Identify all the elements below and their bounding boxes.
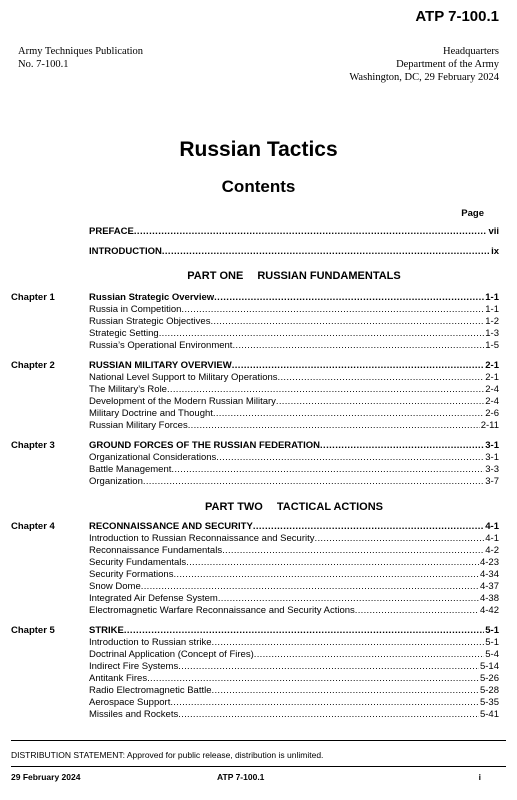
toc-entry-label: Indirect Fire Systems: [89, 661, 179, 672]
toc-entry-page: 4-1: [485, 521, 499, 532]
part-number: PART TWO: [205, 501, 263, 513]
toc-entry-label: Russia’s Operational Environment: [89, 340, 233, 351]
part-name: TACTICAL ACTIONS: [276, 501, 383, 513]
toc-entry-page: 1-3: [485, 328, 499, 339]
toc-chapter-5[interactable]: [89, 625, 499, 637]
toc-entry[interactable]: [89, 328, 499, 340]
toc-entry-label: Radio Electromagnetic Battle: [89, 685, 212, 696]
toc-entry-page: 1-5: [485, 340, 499, 351]
toc-entry[interactable]: [89, 605, 499, 617]
toc-entry-page: 5-28: [479, 685, 499, 696]
toc-chapter-1[interactable]: [89, 292, 499, 304]
divider: [11, 740, 506, 741]
toc-entry-page: 3-1: [485, 440, 499, 451]
footer-date: 29 February 2024: [11, 772, 81, 782]
toc-entry[interactable]: [89, 649, 499, 661]
toc-entry[interactable]: [89, 545, 499, 557]
toc-entry-label: Strategic Setting: [89, 328, 159, 339]
page-column-heading: Page: [461, 208, 484, 219]
toc-entry-page: 4-23: [479, 557, 499, 568]
toc-entry-page: 2-11: [480, 420, 499, 431]
toc-entry[interactable]: [89, 709, 499, 721]
toc-entry-introduction[interactable]: [89, 246, 499, 258]
toc-entry-label: Russian Military Forces: [89, 420, 188, 431]
toc-entry[interactable]: [89, 408, 499, 420]
toc-entry[interactable]: [89, 569, 499, 581]
toc-entry-page: 5-35: [479, 697, 499, 708]
toc-entry-page: 2-1: [485, 372, 499, 383]
distribution-statement: DISTRIBUTION STATEMENT: Approved for public release, distribution is unlimited.: [11, 750, 324, 760]
issuer-headquarters: Headquarters: [443, 46, 499, 57]
toc-entry-label: Snow Dome: [89, 581, 141, 592]
toc-entry-page: 1-1: [485, 292, 499, 303]
toc-entry-label: Russia in Competition: [89, 304, 182, 315]
toc-entry-label: Missiles and Rockets: [89, 709, 179, 720]
toc-entry-label: Antitank Fires: [89, 673, 148, 684]
toc-entry-label: RECONNAISSANCE AND SECURITY: [89, 521, 253, 532]
toc-entry[interactable]: [89, 340, 499, 352]
toc-entry-label: Security Formations: [89, 569, 174, 580]
toc-entry-page: 4-38: [479, 593, 499, 604]
issuer-department: Department of the Army: [396, 59, 499, 70]
chapter-label: Chapter 5: [11, 625, 55, 636]
part-name: RUSSIAN FUNDAMENTALS: [257, 270, 401, 282]
document-id-header: ATP 7-100.1: [415, 8, 499, 25]
toc-entry-label: Battle Management: [89, 464, 172, 475]
part-number: PART ONE: [187, 270, 244, 282]
toc-entry-page: ix: [491, 246, 499, 257]
toc-entry-page: 1-1: [485, 304, 499, 315]
toc-entry-label: Russian Strategic Objectives: [89, 316, 211, 327]
toc-entry-page: 2-4: [485, 384, 499, 395]
issuer-location-date: Washington, DC, 29 February 2024: [349, 72, 499, 83]
part-heading-two: [89, 501, 499, 513]
toc-entry-label: Organization: [89, 476, 143, 487]
toc-entry[interactable]: [89, 396, 499, 408]
toc-entry-label: Organizational Considerations: [89, 452, 217, 463]
toc-entry[interactable]: [89, 372, 499, 384]
chapter-label: Chapter 3: [11, 440, 55, 451]
toc-entry-page: 4-2: [485, 545, 499, 556]
chapter-label: Chapter 4: [11, 521, 55, 532]
toc-entry[interactable]: [89, 557, 499, 569]
publication-block: [18, 45, 143, 71]
toc-entry[interactable]: [89, 304, 499, 316]
chapter-label: Chapter 1: [11, 292, 55, 303]
toc-entry-label: Security Fundamentals: [89, 557, 187, 568]
toc-entry-label: National Level Support to Military Operations: [89, 372, 278, 383]
toc-entry[interactable]: [89, 476, 499, 488]
publication-number: No. 7-100.1: [18, 59, 69, 70]
toc-entry-page: 1-2: [485, 316, 499, 327]
toc-entry-page: 5-41: [479, 709, 499, 720]
issuer-block: [349, 45, 499, 84]
footer-page-number: i: [478, 772, 481, 782]
toc-entry-page: 2-1: [485, 360, 499, 371]
toc-entry-page: 4-37: [479, 581, 499, 592]
toc-entry-label: Introduction to Russian Reconnaissance and Security: [89, 533, 315, 544]
part-heading-one: [89, 270, 499, 282]
toc-entry-page: 3-7: [485, 476, 499, 487]
toc-entry-page: 5-4: [485, 649, 499, 660]
toc-entry-label: Russian Strategic Overview: [89, 292, 215, 303]
toc-entry-page: 3-1: [485, 452, 499, 463]
toc-entry[interactable]: [89, 697, 499, 709]
toc-entry-page: 4-42: [479, 605, 499, 616]
footer-doc-id: ATP 7-100.1: [217, 772, 265, 782]
toc-entry[interactable]: [89, 464, 499, 476]
toc-entry-label: RUSSIAN MILITARY OVERVIEW: [89, 360, 232, 371]
toc-entry-page: 5-1: [485, 625, 499, 636]
toc-entry-label: INTRODUCTION: [89, 246, 162, 257]
toc-entry[interactable]: [89, 673, 499, 685]
toc-entry[interactable]: [89, 637, 499, 649]
toc-entry[interactable]: [89, 384, 499, 396]
toc-entry-label: Electromagnetic Warfare Reconnaissance and Security Actions: [89, 605, 355, 616]
toc-entry-page: 5-26: [479, 673, 499, 684]
toc-entry-page: 3-3: [485, 464, 499, 475]
toc-entry[interactable]: [89, 452, 499, 464]
toc-entry[interactable]: [89, 593, 499, 605]
toc-entry-label: STRIKE: [89, 625, 124, 636]
publication-type: Army Techniques Publication: [18, 46, 144, 57]
toc-entry-label: Doctrinal Application (Concept of Fires): [89, 649, 254, 660]
toc-entry-page: 4-34: [479, 569, 499, 580]
toc-entry-label: PREFACE: [89, 226, 134, 237]
toc-entry-page: 2-6: [485, 408, 499, 419]
toc-chapter-3[interactable]: [89, 440, 499, 452]
toc-entry-page: 5-14: [479, 661, 499, 672]
toc-chapter-4[interactable]: [89, 521, 499, 533]
toc-entry-label: Military Doctrine and Thought: [89, 408, 213, 419]
footer-divider: [11, 766, 506, 767]
toc-entry-page: vii: [488, 226, 499, 237]
toc-entry-label: GROUND FORCES OF THE RUSSIAN FEDERATION: [89, 440, 320, 451]
chapter-label: Chapter 2: [11, 360, 55, 371]
toc-chapter-2[interactable]: [89, 360, 499, 372]
toc-entry-label: Reconnaissance Fundamentals: [89, 545, 223, 556]
contents-heading: Contents: [221, 177, 296, 196]
toc-entry-label: Introduction to Russian strike: [89, 637, 212, 648]
toc-entry-label: The Military’s Role: [89, 384, 167, 395]
page-title: Russian Tactics: [179, 138, 338, 161]
toc-entry[interactable]: [89, 533, 499, 545]
toc-entry[interactable]: [89, 420, 499, 432]
toc-entry[interactable]: [89, 581, 499, 593]
toc-entry-page: 5-1: [485, 637, 499, 648]
toc-entry-page: 2-4: [485, 396, 499, 407]
toc-entry[interactable]: [89, 685, 499, 697]
toc-entry-label: Integrated Air Defense System: [89, 593, 218, 604]
toc-entry[interactable]: [89, 661, 499, 673]
toc-entry[interactable]: [89, 316, 499, 328]
toc-entry-preface[interactable]: [89, 226, 499, 238]
toc-entry-label: Development of the Modern Russian Military: [89, 396, 276, 407]
toc-entry-label: Aerospace Support: [89, 697, 171, 708]
toc-entry-page: 4-1: [485, 533, 499, 544]
